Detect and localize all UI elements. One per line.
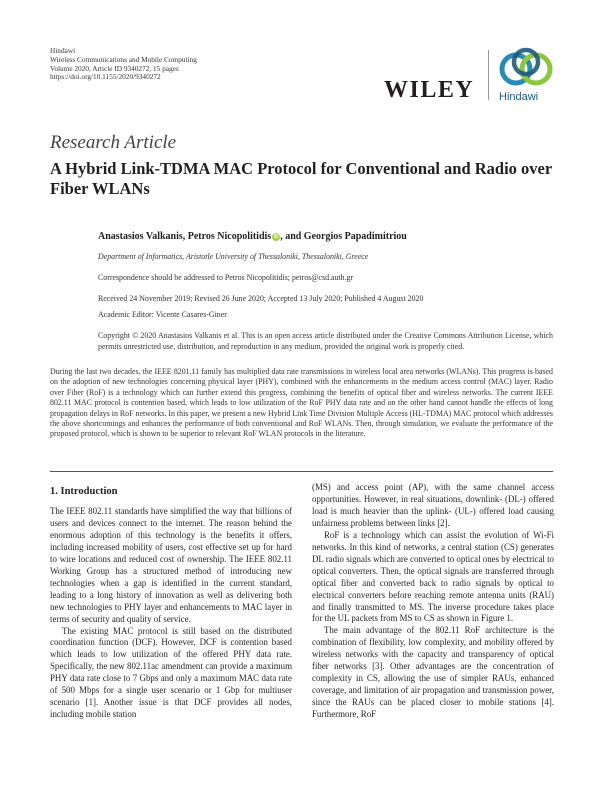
copyright-notice: Copyright © 2020 Anastasios Valkanis et al. This is an open access article distributed under the Creative Commons Attribution License, which permits unrestricted use, distribution, and reproduction in any medium, provided the original work is properly cited. [98,331,553,352]
paragraph: (MS) and access point (AP), with the same channel access opportunities. However, in real situations, downlink- (DL-) offered load is much heavier than the uplink- (UL-) offered load causing unfairness problems between links [2]. [312,482,554,528]
body-column-right [312,482,554,721]
authors-part-1: Anastasios Valkanis, Petros Nicopolitidis [98,231,272,242]
journal-name: Wireless Communications and Mobile Computing [50,54,197,64]
paragraph: The existing MAC protocol is still based on the distributed coordination function (DCF). However, DCF is contention based which leads to low utilization of the offered PHY data rate. Specifically, the new 802.11ac amendment can provide a maximum PHY data rate close to 7 Gbps and only a maximum MAC data rate of 500 Mbps for a single user scenario or 1 Gbp for multiuser scenario [1]. Another issue is that DCF provides all nodes, including mobile station [50,625,292,720]
section-heading: 1. Introduction [50,486,118,497]
wiley-logo: WILEY [384,77,475,103]
hindawi-logo-icon [498,44,554,90]
paragraph: RoF is a technology which can assist the evolution of Wi-Fi networks. In this kind of networks, a central station (CS) generates DL radio signals which are converted to optical ones by electrical to optical converters. Then, the optical signals are transferred through optical fiber and converted back to radio signals by optical to electrical converters before reaching remote antenna units (RAU) and finally transmitted to MS. The inverse procedure takes place for the UL packets from MS to CS as shown in Figure 1. [312,529,554,624]
dates: Received 24 November 2019; Revised 26 June 2020; Accepted 13 July 2020; Published 4 August 2020 [98,294,424,303]
doi-link[interactable]: https://doi.org/10.1155/2020/9340272 [50,72,161,82]
journal-header [50,47,197,82]
orcid-icon[interactable]: iD [273,234,279,240]
article-title: A Hybrid Link-TDMA MAC Protocol for Conventional and Radio over Fiber WLANs [50,159,552,198]
paragraph: The main advantage of the 802.11 RoF architecture is the combination of flexibility, low complexity, and mobility offered by wireless networks with the capacity and transparency of optical fiber networks [3]. Other advantages are the concentration of complexity in CS, allowing the use of simpler RAUs, enhanced coverage, and limitation of air propagation and transmission power, since the RAUs can be placed closer to mobile stations [4]. Furthermore, RoF [312,625,554,720]
affiliation: Department of Informatics, Aristotle University of Thessaloniki, Thessaloniki, Greece [98,252,369,261]
abstract: During the last two decades, the IEEE 8201.11 family has multiplied data rate transmissions in wireless local area networks (WLANs). This progress is based on the adoption of new technologies concerning physical layer (PHY), combined with the enhancements in the medium access control (MAC) layer. Radio over Fiber (RoF) is a technology which can further extend this progress, combining the benefits of optical fiber and wireless networks. The current IEEE 802.11 MAC protocol is contention based, which leads to low utilization of the RoF PHY data rate and on the other hand cannot handle the effects of long propagation delays in RoF networks. In this paper, we present a new Hybrid Link Time Division Multiple Access (HL-TDMA) MAC protocol which addresses the above shortcomings and enhances the performance of both conventional and RoF WLANs. Then, through simulation, we evaluate the performance of the proposed protocol, which is shown to be superior to relevant RoF WLAN protocols in the literature. [50,367,553,439]
body-column-left [50,506,292,721]
volume-info: Volume 2020, Article ID 9340272, 15 pages [50,63,179,73]
authors-part-2: , and Georgios Papadimitriou [280,231,407,242]
logo-divider [488,50,489,100]
correspondence: Correspondence should be addressed to Petros Nicopolitidis; petros@csd.auth.gr [98,273,354,282]
author-list [98,231,407,242]
academic-editor: Academic Editor: Vicente Casares-Giner [98,310,227,319]
publisher-name: Hindawi [50,46,76,55]
hindawi-logo-text: Hindawi [499,91,539,103]
article-type: Research Article [50,132,177,153]
section-divider [50,471,553,472]
paragraph: The IEEE 802.11 standards have simplified the way that billions of users and devices connect to the internet. The reason behind the enormous adoption of this technology is the benefits it offers, including increased mobility of users, cost effective set up for hard to wire locations and reduced cost of ownership. The IEEE 802.11 Working Group has a structured method of introducing new technologies when a gap is identified in the current standard, leading to a long history of innovation as well as delivering both new technologies to PHY layer and enhancements to MAC layer in terms of security and quality of service. [50,506,292,624]
